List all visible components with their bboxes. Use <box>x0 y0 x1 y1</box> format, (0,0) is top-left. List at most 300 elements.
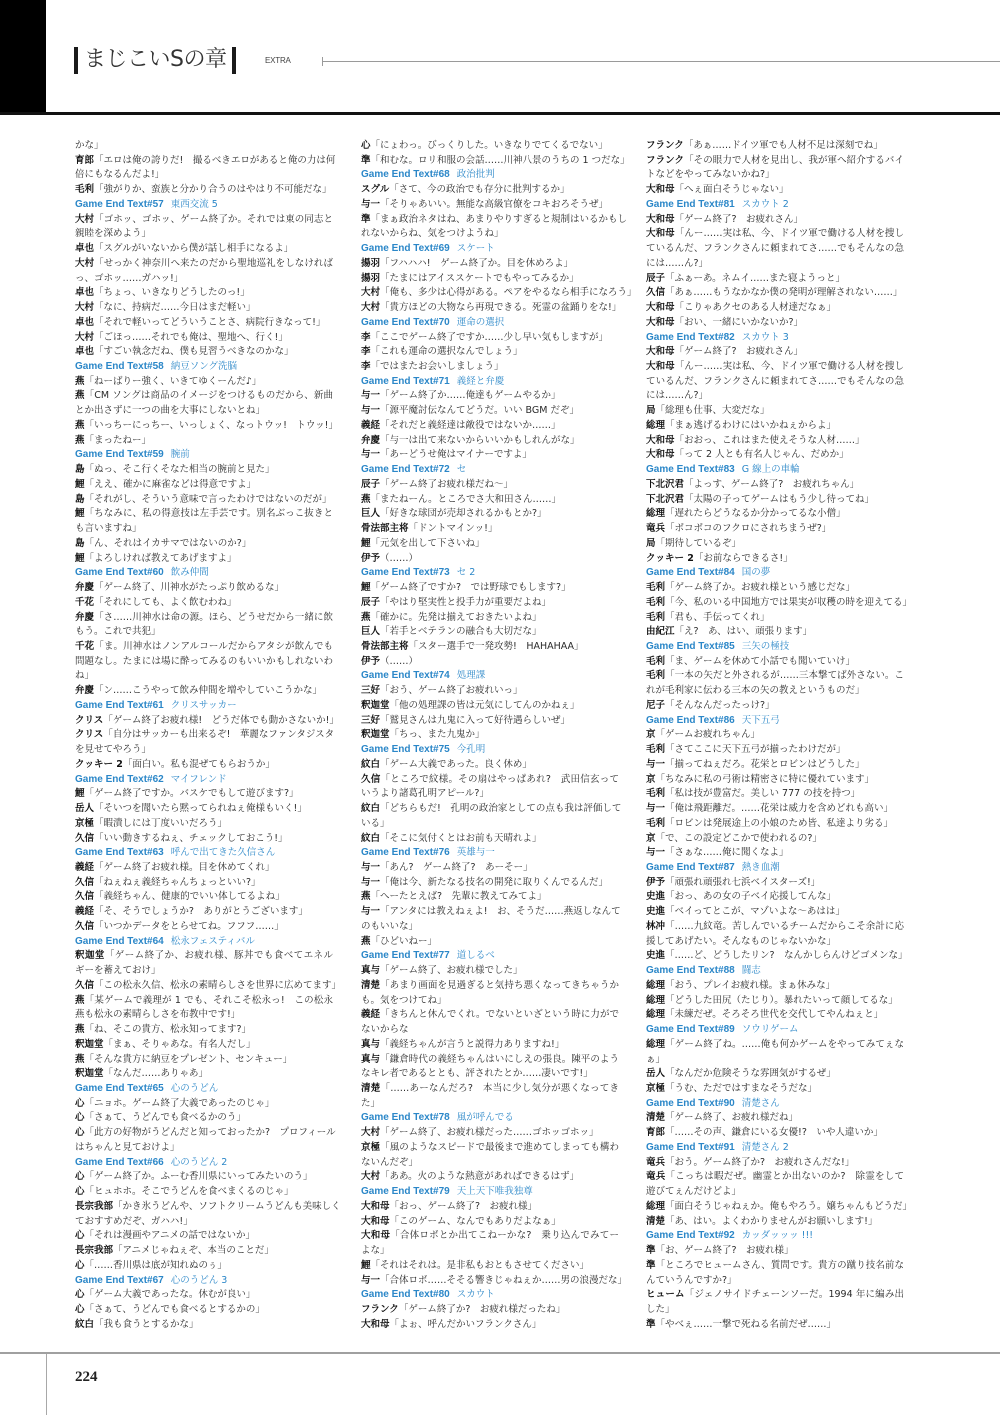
dialogue-text: 「ねーばりー強く、いきてゆくーんだ♪」 <box>84 375 262 387</box>
dialogue-entry <box>646 611 904 626</box>
heading-title: 心のうどん 2 <box>170 1156 228 1168</box>
dialogue-line <box>646 1303 904 1318</box>
speaker-name: 与一 <box>361 198 381 210</box>
speaker-name: 久信 <box>75 920 95 932</box>
dialogue-text: 「ちょっ、いきなりどうしたのっ!」 <box>94 287 250 299</box>
dialogue-line <box>646 1008 904 1023</box>
speaker-name: 大和母 <box>646 316 675 328</box>
dialogue-line <box>361 817 619 832</box>
dialogue-line <box>361 684 619 699</box>
dialogue-line <box>75 1244 333 1259</box>
dialogue-text: 「某ゲームで義理が 1 でも、それこそ松永っ! この松永 <box>84 994 333 1006</box>
dialogue-text: 「自分はサッカーも出来るぞ! 華麗なファンタジスタ <box>103 729 335 741</box>
dialogue-text: 「暇潰しには丁度いいだろう」 <box>94 817 228 829</box>
dialogue-text: 遊びてぇんだけどよ」 <box>646 1186 742 1198</box>
game-end-text-heading <box>361 242 619 257</box>
dialogue-entry <box>646 1200 913 1215</box>
speaker-name: 卓也 <box>75 243 95 255</box>
dialogue-entry <box>646 1111 904 1126</box>
speaker-name: 鯉 <box>75 478 85 490</box>
dialogue-entry <box>75 1303 333 1318</box>
heading-number: Game End Text#63 <box>75 847 164 859</box>
speaker-name: 李 <box>361 361 371 373</box>
dialogue-line <box>361 1082 619 1097</box>
dialogue-text: 「今、私のいる中国地方では果実が収穫の時を迎えてる」 <box>665 596 913 608</box>
text-column-3 <box>646 139 913 1332</box>
dialogue-line <box>646 507 904 522</box>
dialogue-line <box>361 198 619 213</box>
dialogue-text: 「確かに。先発は揃えておきたいよね」 <box>370 611 542 623</box>
dialogue-text: ているんだ、フランクさんに頼まれてさ……でもそんなの急 <box>646 243 904 255</box>
dialogue-entry <box>75 183 333 198</box>
heading-number: Game End Text#67 <box>75 1274 164 1286</box>
game-end-text-heading <box>75 935 333 950</box>
dialogue-line <box>361 625 619 640</box>
speaker-name: 久信 <box>646 287 666 299</box>
dialogue-entry <box>646 1259 904 1288</box>
speaker-name: 真与 <box>361 1038 381 1050</box>
speaker-name: 弁慶 <box>75 582 95 594</box>
dialogue-text: 「よっす、ゲーム終了? お疲れちゃん」 <box>684 478 860 490</box>
dialogue-entry <box>646 1038 904 1067</box>
speaker-name: 大和母 <box>646 228 675 240</box>
dialogue-entry <box>75 552 333 567</box>
dialogue-entry <box>75 1097 333 1112</box>
heading-title: 東西交流 5 <box>170 198 218 210</box>
speaker-name: 与一 <box>361 876 381 888</box>
dialogue-text: 「ベイってとこが、マゾいよな～あはは」 <box>665 906 845 918</box>
dialogue-text: 「さぁな……俺に聞くなよ」 <box>665 847 789 859</box>
dialogue-entry <box>646 773 904 788</box>
dialogue-line <box>75 183 333 198</box>
dialogue-text: 「ゲーム終了ですか? では野球でもします?」 <box>370 582 571 594</box>
dialogue-text: 「ゲーム終了、お疲れ様だった……ゴホッゴホッ」 <box>380 1127 599 1139</box>
dialogue-line <box>646 1111 904 1126</box>
dialogue-text: 「おっ、ゲーム終了? お疲れ様」 <box>389 1200 538 1212</box>
heading-title: 清楚さん <box>741 1097 780 1109</box>
dialogue-line <box>75 1097 333 1112</box>
dialogue-line <box>646 345 904 360</box>
dialogue-text: 「ロビンは発展途上の小娘のため皆、私達より劣る」 <box>665 817 894 829</box>
dialogue-line <box>361 714 619 729</box>
speaker-name: 大村 <box>361 1171 381 1183</box>
dialogue-text: 「まぁ逃げるわけにはいかねぇからよ」 <box>665 419 837 431</box>
dialogue-line <box>646 213 904 228</box>
heading-number: Game End Text#59 <box>75 449 164 461</box>
dialogue-entry <box>361 714 619 729</box>
dialogue-line <box>75 817 333 832</box>
dialogue-entry <box>361 581 619 596</box>
game-end-text-heading <box>75 1156 333 1171</box>
dialogue-line <box>75 1200 341 1215</box>
dialogue-entry <box>75 1067 333 1082</box>
dialogue-text: 「総理も仕事、大変だな」 <box>655 405 770 417</box>
dialogue-line <box>75 684 333 699</box>
dialogue-text: のもいいな」 <box>361 920 419 932</box>
dialogue-entry <box>75 537 333 552</box>
speaker-name: 釈迦堂 <box>361 729 390 741</box>
dialogue-text: 「面白そうじゃねぇか。俺もやろう。嬢ちゃんもどうだ」 <box>665 1200 913 1212</box>
dialogue-line <box>646 448 904 463</box>
dialogue-entry <box>646 448 904 463</box>
speaker-name: 大和母 <box>361 1318 390 1330</box>
heading-number: Game End Text#92 <box>646 1230 735 1242</box>
dialogue-text: よな」 <box>361 1245 390 1257</box>
dialogue-entry <box>75 493 333 508</box>
speaker-name: クリス <box>75 714 104 726</box>
speaker-name: 下北沢君 <box>646 493 685 505</box>
dialogue-text: 「……九紋竜。苦しんでいるチームだからこそ余計に応 <box>665 920 904 932</box>
speaker-name: 準 <box>361 213 371 225</box>
dialogue-text: 「って 2 人とも有名人じゃん、だめか」 <box>674 449 849 461</box>
dialogue-entry <box>361 257 619 272</box>
speaker-name: 真与 <box>361 965 381 977</box>
dialogue-text: 「それにしても、よく飲むわね」 <box>94 596 237 608</box>
chapter-title-group <box>74 45 236 75</box>
dialogue-entry <box>361 1126 619 1141</box>
dialogue-line <box>646 139 904 154</box>
dialogue-entry <box>75 1229 333 1244</box>
dialogue-line <box>361 920 619 935</box>
dialogue-line <box>646 1156 904 1171</box>
dialogue-entry <box>75 876 333 891</box>
dialogue-entry <box>75 802 333 817</box>
dialogue-line <box>361 434 619 449</box>
dialogue-text: 「たまにはアイススケートでもやってみるか」 <box>380 272 579 284</box>
dialogue-line <box>75 994 333 1009</box>
dialogue-line <box>361 360 619 375</box>
dialogue-line <box>75 979 342 994</box>
dialogue-text: も。気をつけてね」 <box>361 994 447 1006</box>
speaker-name: スグル <box>361 184 390 196</box>
speaker-name: 伊予 <box>646 876 666 888</box>
game-end-text-heading <box>646 566 904 581</box>
game-end-text-heading <box>75 448 333 463</box>
speaker-name: 辰子 <box>361 596 381 608</box>
speaker-name: 伊予 <box>361 552 381 564</box>
speaker-name: 心 <box>75 1304 85 1316</box>
dialogue-text: 「まったねー」 <box>84 434 152 446</box>
speaker-name: 毛利 <box>646 582 666 594</box>
dialogue-line <box>361 183 619 198</box>
dialogue-line <box>75 1008 333 1023</box>
dialogue-entry <box>361 979 619 1008</box>
dialogue-text: 「……あーなんだろ? 本当に少し気分が悪くなってき <box>380 1083 619 1094</box>
dialogue-line <box>75 890 333 905</box>
dialogue-entry <box>75 389 333 418</box>
dialogue-text: 「遅れたらどうなるか分かってるな小僧」 <box>665 508 846 520</box>
dialogue-line <box>361 213 628 228</box>
speaker-name: 京極 <box>646 1083 666 1094</box>
header-divider <box>0 112 1000 115</box>
dialogue-text: 「いい動きするねぇ、チェックしておこう!」 <box>94 832 288 844</box>
dialogue-text: 「え? あ、はい、頑張ります」 <box>674 626 813 638</box>
dialogue-entry <box>646 787 904 802</box>
dialogue-entry <box>361 419 619 434</box>
dialogue-text: 親睦を深めよう」 <box>75 228 152 240</box>
dialogue-entry <box>361 301 622 316</box>
game-end-text-heading <box>361 743 619 758</box>
dialogue-line <box>361 419 619 434</box>
dialogue-text: 「にょわっ。びっくりした。いきなりでてくるでない」 <box>370 140 608 151</box>
heading-title: 道しるべ <box>456 950 495 962</box>
dialogue-entry <box>75 994 333 1023</box>
speaker-name: 大和母 <box>646 361 675 373</box>
heading-number: Game End Text#87 <box>646 861 735 873</box>
dialogue-text: 「義経ちゃんが言うと説得力ありますね!」 <box>380 1038 565 1050</box>
dialogue-entry <box>361 758 619 773</box>
dialogue-text: 「よろしければ教えてあげますよ」 <box>84 552 237 564</box>
speaker-name: 釈迦堂 <box>75 950 105 962</box>
dialogue-line <box>75 168 333 183</box>
dialogue-text: ないんだぞ」 <box>361 1156 419 1168</box>
speaker-name: 史進 <box>646 906 666 918</box>
heading-number: Game End Text#62 <box>75 773 164 785</box>
dialogue-line <box>75 802 333 817</box>
title-left-bar <box>74 47 78 74</box>
dialogue-text: 「与一は出て来ないからいいかもしれんがな」 <box>380 434 580 446</box>
dialogue-line <box>361 493 619 508</box>
speaker-name: 伊予 <box>361 655 381 667</box>
dialogue-line <box>646 787 904 802</box>
speaker-name: 清楚 <box>646 1112 666 1124</box>
game-end-text-heading <box>361 168 619 183</box>
dialogue-entry <box>646 434 904 449</box>
dialogue-line <box>75 876 333 891</box>
dialogue-text: 「あーどうせ俺はマイナーですよ」 <box>380 449 532 461</box>
dialogue-text: 「元気を出して下さいね」 <box>370 537 485 549</box>
dialogue-entry <box>75 507 333 536</box>
dialogue-line <box>75 1170 333 1185</box>
dialogue-entry <box>361 905 619 934</box>
dialogue-entry <box>75 1185 333 1200</box>
dialogue-text: 「ん、それはイカサマではないのか?」 <box>84 537 252 549</box>
dialogue-entry <box>361 1229 619 1258</box>
dialogue-text: もう。これで共犯」 <box>75 626 161 638</box>
dialogue-text: 「へーたとえば? 先輩に教えてみてよ」 <box>370 891 547 903</box>
dialogue-text: 「ン……こうやって飲み仲間を増やしていこうかな」 <box>94 685 323 697</box>
speaker-name: 毛利 <box>646 744 666 756</box>
dialogue-text: 「おっ、あの女の子ベイ応援してんな」 <box>665 891 837 903</box>
dialogue-entry <box>75 832 333 847</box>
dialogue-text: 「よぉ、呼んだかいフランクさん」 <box>389 1318 542 1330</box>
dialogue-entry <box>646 1126 904 1141</box>
dialogue-line <box>75 227 333 242</box>
dialogue-line <box>361 1126 619 1141</box>
dialogue-text: した」 <box>646 1304 675 1316</box>
dialogue-entry <box>75 316 333 331</box>
dialogue-text: ね」 <box>75 670 95 682</box>
speaker-name: 李 <box>361 331 371 343</box>
dialogue-line <box>361 227 619 242</box>
game-end-text-heading <box>361 1111 619 1126</box>
dialogue-line <box>646 1259 904 1274</box>
dialogue-line <box>361 699 619 714</box>
game-end-text-heading <box>646 861 904 876</box>
dialogue-text: 「ゲーム終了か、お疲れ様、豚丼でも食べてエネル <box>104 950 333 962</box>
dialogue-text: 「ゴホッ、ゴホッ、ゲーム終了か。それでは東の同志と <box>94 213 333 225</box>
dialogue-text: 「さてここに天下五弓が揃ったわけだが」 <box>665 744 846 756</box>
dialogue-line <box>361 994 619 1009</box>
speaker-name: 下北沢君 <box>646 478 685 490</box>
dialogue-text: 「CM ソングは商品のイメージをつけるものだから、新曲 <box>84 390 333 402</box>
speaker-name: 義経 <box>361 419 381 431</box>
dialogue-text: ないからな <box>361 1024 409 1036</box>
dialogue-entry <box>646 507 904 522</box>
dialogue-line <box>646 154 904 169</box>
dialogue-entry <box>646 832 904 847</box>
dialogue-entry <box>75 787 333 802</box>
dialogue-text: 「あまり画面を見過ぎると気持ち悪くなってきちゃうか <box>380 979 619 991</box>
dialogue-entry <box>646 1082 904 1097</box>
game-end-text-heading <box>361 669 619 684</box>
heading-number: Game End Text#76 <box>361 847 450 859</box>
game-end-text-heading <box>361 949 619 964</box>
dialogue-line <box>646 611 904 626</box>
dialogue-text: 「風のようなスピードで最後まで進めてしまっても構わ <box>380 1141 619 1153</box>
heading-title: マイフレンド <box>170 773 227 785</box>
speaker-name: クリス <box>75 729 104 741</box>
dialogue-entry <box>361 1170 619 1185</box>
speaker-name: 大和母 <box>361 1200 390 1212</box>
dialogue-line <box>75 964 333 979</box>
dialogue-line <box>75 787 333 802</box>
dialogue-entry <box>646 522 904 537</box>
speaker-name: 大村 <box>75 331 95 343</box>
dialogue-entry <box>75 905 333 920</box>
dialogue-line <box>75 242 333 257</box>
dialogue-entry <box>75 301 333 316</box>
dialogue-text: 「ゲーム終了? お疲れさん」 <box>674 346 804 358</box>
dialogue-text: ギーを蓄えておけ」 <box>75 965 161 977</box>
dialogue-line <box>361 1141 619 1156</box>
heading-title: 松永フェスティバル <box>170 935 255 947</box>
dialogue-entry <box>75 1200 341 1229</box>
dialogue-text: 「アンタには教えねぇよ! お、そうだ……燕返しなんて <box>380 906 621 918</box>
dialogue-text: には……ん?」 <box>646 390 709 402</box>
speaker-name: 準 <box>646 1318 656 1330</box>
dialogue-text: 「それは漫画やアニメの話ではないか」 <box>84 1230 256 1242</box>
dialogue-line <box>646 522 904 537</box>
speaker-name: 心 <box>75 1112 85 1124</box>
dialogue-line <box>361 861 619 876</box>
dialogue-entry <box>361 272 619 287</box>
dialogue-line <box>361 537 619 552</box>
speaker-name: 紋白 <box>361 832 381 844</box>
dialogue-entry <box>75 1318 333 1333</box>
heading-number: Game End Text#81 <box>646 198 735 210</box>
speaker-name: 毛利 <box>646 788 666 800</box>
heading-number: Game End Text#69 <box>361 243 450 255</box>
speaker-name: 由紀江 <box>646 626 675 638</box>
heading-title: 政治批判 <box>456 169 495 181</box>
dialogue-text: 「この松永久信、松永の素晴らしさを世界に広めてます」 <box>94 979 342 991</box>
dialogue-entry <box>646 139 904 154</box>
dialogue-line <box>75 728 333 743</box>
dialogue-entry <box>646 1318 904 1333</box>
speaker-name: 京 <box>646 773 656 785</box>
dialogue-text: 「そこに気付くとはお前も天晴れよ」 <box>380 832 542 844</box>
speaker-name: クッキー 2 <box>646 552 694 564</box>
dialogue-entry <box>646 1288 904 1317</box>
dialogue-line <box>75 596 333 611</box>
dialogue-text: 「フハハハ! ゲーム終了か。目を休めろよ」 <box>380 257 574 269</box>
dialogue-line <box>361 890 619 905</box>
dialogue-line <box>75 404 333 419</box>
dialogue-text: ておすすめだぞ、ガハハ!」 <box>75 1215 193 1227</box>
dialogue-entry <box>646 345 904 360</box>
speaker-name: 燕 <box>361 891 371 903</box>
game-end-text-heading <box>75 773 333 788</box>
heading-title: 運命の選択 <box>456 316 505 328</box>
dialogue-text: 「君も、手伝ってくれ」 <box>665 611 770 623</box>
dialogue-entry <box>361 1053 619 1082</box>
dialogue-entry <box>75 684 333 699</box>
dialogue-entry <box>361 964 619 979</box>
dialogue-line <box>361 832 619 847</box>
dialogue-line <box>646 581 904 596</box>
dialogue-text: 「うむ、ただではすまなそうだな」 <box>665 1083 818 1094</box>
dialogue-entry <box>361 684 619 699</box>
speaker-name: 大和母 <box>361 1215 390 1227</box>
heading-number: Game End Text#70 <box>361 316 450 328</box>
dialogue-text: 援してあげたい。そんなものじゃないかな」 <box>646 935 837 947</box>
dialogue-text: 「それだと義経達は敵役ではないか……」 <box>380 419 561 431</box>
dialogue-entry <box>361 213 628 242</box>
speaker-name: 竜兵 <box>646 1156 666 1168</box>
heading-title: 三矢の極技 <box>741 640 790 652</box>
game-end-text-heading <box>646 331 904 346</box>
speaker-name: 大和母 <box>646 434 675 446</box>
dialogue-text: 「他の処理課の皆は元気にしてんのかねぇ」 <box>389 699 580 711</box>
heading-title: スカウト <box>456 1289 495 1301</box>
dialogue-entry <box>361 478 619 493</box>
speaker-name: 辰子 <box>646 272 666 284</box>
speaker-name: 与一 <box>361 1274 381 1286</box>
dialogue-text: 「ニョホ。ゲーム終了大義であったのじゃ」 <box>84 1097 275 1109</box>
speaker-name: 清楚 <box>361 979 381 991</box>
dialogue-entry <box>75 478 333 493</box>
dialogue-text: れが毛利家に伝わる三本の矢の教えというものだ」 <box>646 685 865 697</box>
dialogue-line <box>75 154 336 169</box>
dialogue-text: 「未練だぜ。そろそろ世代を交代してやんねぇと」 <box>665 1009 884 1021</box>
speaker-name: 史進 <box>646 891 666 903</box>
dialogue-line <box>361 389 619 404</box>
dialogue-text: んていうんですか?」 <box>646 1274 737 1286</box>
text-column-1 <box>75 139 342 1332</box>
speaker-name: 毛利 <box>646 817 666 829</box>
dialogue-text: 「ひどいねー」 <box>370 935 438 947</box>
dialogue-entry <box>646 301 904 316</box>
dialogue-entry <box>361 640 619 655</box>
speaker-name: 清楚 <box>646 1215 666 1227</box>
dialogue-entry <box>646 655 904 670</box>
heading-title: 熱き血潮 <box>741 861 780 873</box>
dialogue-line <box>646 1053 904 1068</box>
dialogue-line <box>75 493 333 508</box>
dialogue-line <box>646 994 904 1009</box>
speaker-name: 三好 <box>361 685 381 697</box>
footer-divider <box>0 1352 1000 1354</box>
dialogue-text: 「あぁ……ドイツ軍でも人材不足は深刻でね」 <box>683 140 883 151</box>
dialogue-entry <box>75 758 333 773</box>
dialogue-line <box>646 404 904 419</box>
speaker-name: 紋白 <box>361 758 381 770</box>
dialogue-line <box>75 389 333 404</box>
heading-title: 国の夢 <box>741 567 771 579</box>
heading-title: クリスサッカー <box>170 699 237 711</box>
dialogue-entry <box>75 1244 333 1259</box>
